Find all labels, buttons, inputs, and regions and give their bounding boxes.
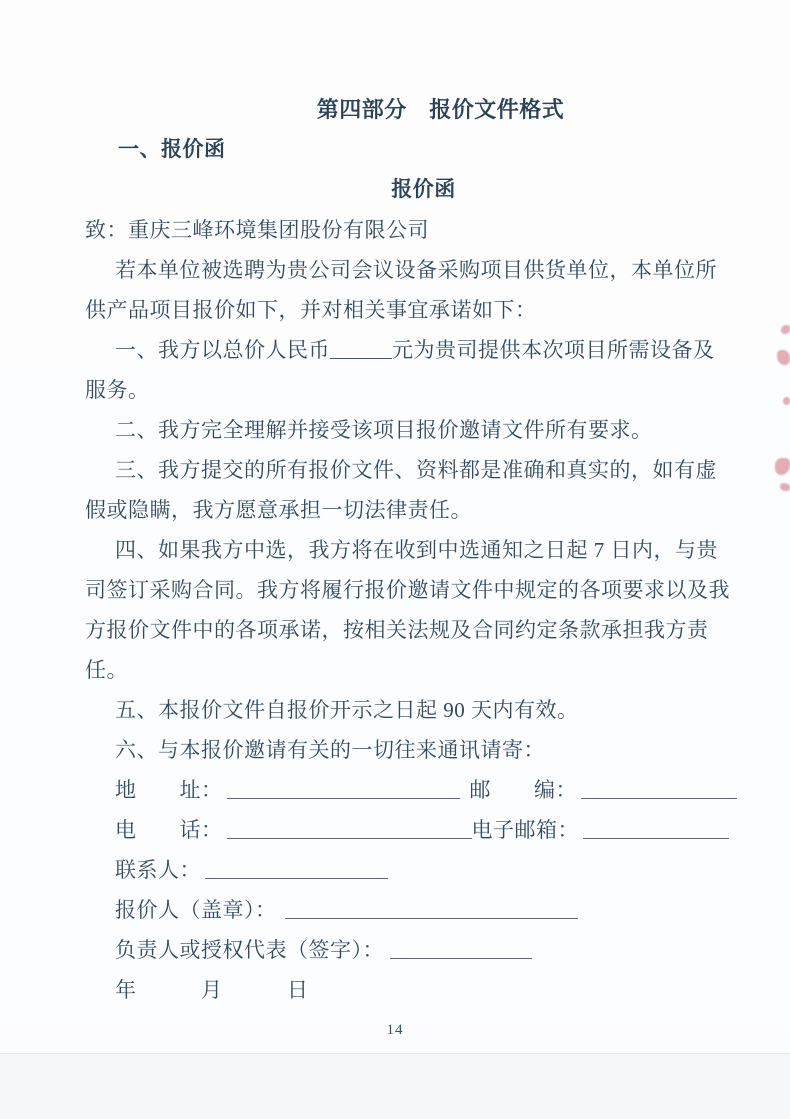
form-row-representative [85, 930, 732, 970]
address-label: 地 址： [115, 778, 223, 802]
red-seal-fragment [780, 483, 790, 491]
quoter-label: 报价人（盖章）： [115, 898, 277, 922]
item3-line-2: 假或隐瞒，我方愿意承担一切法律责任。 [85, 498, 472, 522]
price-blank-line [330, 332, 392, 359]
item4-line-1: 四、如果我方中选，我方将在收到中选通知之日起 7 日内，与贵 [115, 538, 718, 562]
phone-label: 电 话： [115, 818, 223, 842]
item1-suffix: 元为贵司提供本次项目所需设备及 [392, 338, 715, 362]
item1-line-1 [85, 330, 732, 370]
date-line: 年 月 日 [115, 978, 309, 1002]
item1-prefix: 一、我方以总价人民币 [115, 338, 330, 362]
red-seal-fragment [783, 397, 790, 405]
phone-blank-line [227, 812, 472, 839]
red-seal-fragment [775, 458, 790, 475]
salutation: 致：重庆三峰环境集团股份有限公司 [85, 218, 429, 242]
contact-blank-line [205, 852, 388, 879]
address-blank-line [227, 772, 460, 799]
scan-bottom-edge [0, 1053, 790, 1119]
item1-line-2: 服务。 [85, 378, 150, 402]
form-row-phone [85, 810, 732, 850]
letter-title: 报价函 [391, 178, 456, 201]
contact-label: 联系人： [115, 858, 201, 882]
postcode-label: 邮 编： [469, 778, 577, 802]
quoter-blank-line [285, 892, 578, 919]
email-blank-line [583, 812, 729, 839]
item4-line-4: 任。 [85, 658, 128, 682]
red-seal-fragment [777, 350, 790, 365]
form-row-address [85, 770, 732, 810]
intro-line-1: 若本单位被选聘为贵公司会议设备采购项目供货单位，本单位所 [115, 258, 717, 282]
intro-line-2: 供产品项目报价如下，并对相关事宜承诺如下： [85, 298, 537, 322]
page-content [85, 90, 732, 1010]
page-number: 14 [386, 1022, 404, 1038]
item4-line-3: 方报价文件中的各项承诺，按相关法规及合同约定条款承担我方责 [85, 618, 709, 642]
part-title: 第四部分 报价文件格式 [316, 97, 565, 122]
item2-line: 二、我方完全理解并接受该项目报价邀请文件所有要求。 [115, 418, 653, 442]
red-seal-fragment [781, 325, 790, 334]
representative-label: 负责人或授权代表（签字）： [115, 938, 384, 962]
postcode-blank-line [581, 772, 737, 799]
section-heading: 一、报价函 [118, 138, 226, 161]
item5-line: 五、本报价文件自报价开示之日起 90 天内有效。 [115, 698, 579, 722]
form-row-contact [85, 850, 732, 890]
item6-line: 六、与本报价邀请有关的一切往来通讯请寄： [115, 738, 545, 762]
form-row-quoter [85, 890, 732, 930]
email-label: 电子邮箱： [471, 818, 579, 842]
item4-line-2: 司签订采购合同。我方将履行报价邀请文件中规定的各项要求以及我 [85, 578, 730, 602]
representative-blank-line [390, 932, 532, 959]
item3-line-1: 三、我方提交的所有报价文件、资料都是准确和真实的，如有虚 [115, 458, 717, 482]
